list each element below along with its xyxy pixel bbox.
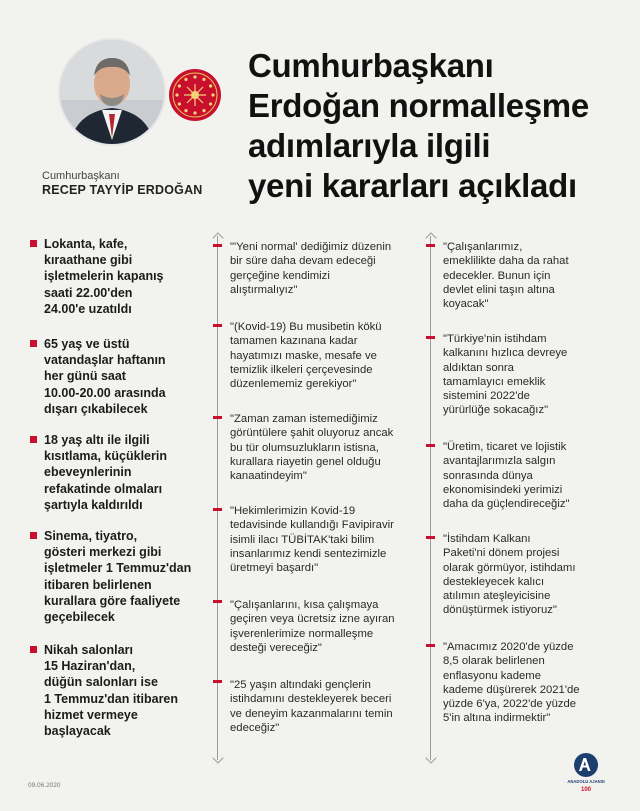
timeline-rail <box>426 236 436 760</box>
footer-date: 09.06.2020 <box>28 782 61 789</box>
timeline-rail <box>213 236 223 760</box>
rail-tick <box>213 508 222 511</box>
quote-middle: "(Kovid-19) Bu musibetin kökü tamamen kazınana kadar hayatımızı maske, mesafe ve temizlik ilkeleri çerçevesinde düzenlememiz gerekiyor" <box>230 321 382 391</box>
quote-right: "Çalışanlarımız, emeklilikte daha da rahat edecekler. Bunun için devlet elini taşın altına koyacak" <box>443 241 569 311</box>
headline-line: Erdoğan normalleşme <box>248 87 589 124</box>
decision-text: 65 yaş ve üstü vatandaşlar haftanın her günü saat 10.00-20.00 arasında dışarı çıkabilecek <box>44 337 166 416</box>
decision-text: Sinema, tiyatro, gösteri merkezi gibi işletmeler 1 Temmuz'dan itibaren belirlenen kurallara göre faaliyete geçebilecek <box>44 529 192 625</box>
decision-item <box>30 528 210 625</box>
bullet-icon <box>30 340 37 347</box>
quote-right: "Amacımız 2020'de yüzde 8,5 olarak belirlenen enflasyonu kademe kademe düşürerek 2021'de yüzde 6'ya, 2022'de yüzde 5'in altına indirmektir" <box>443 641 580 725</box>
headline-line: Cumhurbaşkanı <box>248 47 494 84</box>
bullet-icon <box>30 646 37 653</box>
quote-middle: "25 yaşın altındaki gençlerin istihdamını destekleyerek beceri ve deneyim kazanmalarını temin edeceğiz" <box>230 679 393 734</box>
quote-middle: "Hekimlerimizin Kovid-19 tedavisinde kullandığı Favipiravir isimli ilacı TÜBİTAK'taki bilim insanlarımız kendi sentezimizle üretmeyi başardı" <box>230 505 394 575</box>
anniversary-mark: 100 <box>580 787 592 793</box>
headline <box>248 46 628 206</box>
presidential-seal-icon <box>168 68 222 122</box>
quote-middle: "'Yeni normal' dediğimiz düzenin bir süre daha devam edeceği gerçeğine kendimizi alıştırmalıyız" <box>230 241 392 296</box>
bullet-icon <box>30 240 37 247</box>
rail-tick <box>426 644 435 647</box>
quote-right: "İstihdam Kalkanı Paketi'ni dönem projesi olarak görmüyor, istihdamı destekleyecek kalıcı atılımın ateşleyicisine dönüştürmek istiyoruz" <box>443 533 576 617</box>
rail-cap-icon <box>425 232 436 243</box>
decision-item <box>30 236 210 317</box>
decision-item <box>30 432 210 513</box>
rail-line <box>430 236 431 760</box>
decision-text: Nikah salonları 15 Haziran'dan, düğün salonları ise 1 Temmuz'dan itibaren hizmet vermeye başlayacak <box>44 643 179 739</box>
quote-right: "Üretim, ticaret ve lojistik avantajlarımızla salgın sonrasında dünya ekonomisindeki yerimizi daha da güçlendireceğiz" <box>443 441 570 511</box>
rail-tick <box>426 444 435 447</box>
headline-line: yeni kararları açıkladı <box>248 167 577 204</box>
rail-tick <box>213 244 222 247</box>
rail-tick <box>426 336 435 339</box>
decision-item <box>30 642 210 739</box>
rail-tick <box>213 600 222 603</box>
headline-line: adımlarıyla ilgili <box>248 127 491 164</box>
rail-tick <box>426 244 435 247</box>
rail-tick <box>213 680 222 683</box>
quote-middle: "Zaman zaman istemediğimiz görüntülere şahit oluyoruz ancak bu tür olumsuzlukların istisna, kurallara riayetin genel olduğu kanaatindeyim" <box>230 413 394 483</box>
quote-right: "Türkiye'nin istihdam kalkanını hızlıca devreye aldıktan sonra tamamlayıcı emeklik sistemini 2022'de yürürlüğe sokacağız" <box>443 333 568 417</box>
rail-cap-icon <box>212 232 223 243</box>
anadolu-agency-logo <box>564 750 612 794</box>
bullet-icon <box>30 436 37 443</box>
rail-tick <box>213 324 222 327</box>
rail-tick <box>426 536 435 539</box>
decision-item <box>30 336 210 417</box>
rail-cap-icon <box>212 752 223 763</box>
president-portrait <box>58 38 166 146</box>
person-name: RECEP TAYYİP ERDOĞAN <box>42 183 203 197</box>
quote-middle: "Çalışanlarını, kısa çalışmaya geçiren veya ücretsiz izne ayıran işverenlerimize normalleşme desteği vereceğiz" <box>230 599 395 654</box>
person-role: Cumhurbaşkanı <box>42 170 120 182</box>
rail-tick <box>213 416 222 419</box>
bullet-icon <box>30 532 37 539</box>
agency-name: ANADOLU AJANSI <box>567 779 605 784</box>
decision-text: 18 yaş altı ile ilgili kısıtlama, küçüklerin ebeveynlerinin refakatinde olmaları şartıyla kaldırıldı <box>44 433 167 512</box>
rail-cap-icon <box>425 752 436 763</box>
decision-text: Lokanta, kafe, kıraathane gibi işletmelerin kapanış saati 22.00'den 24.00'e uzatıldı <box>44 237 164 316</box>
